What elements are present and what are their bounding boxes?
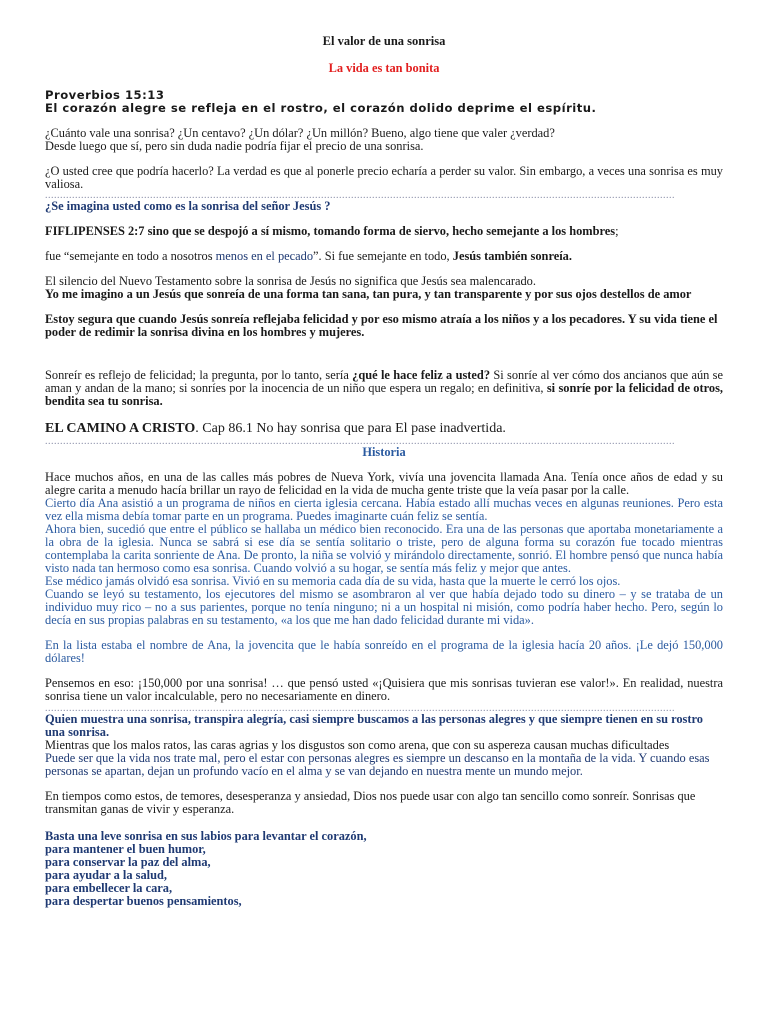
semejante-text-2: ”. Si fue semejante en todo, xyxy=(313,249,453,263)
sonreir-bendita: si sonríe por la felicidad de otros, bendita sea tu sonrisa. xyxy=(45,381,723,408)
paragraph-imagino: Yo me imagino a un Jesús que sonreía de una forma tan sana, tan pura, y tan transparente y por sus ojos destellos de amor xyxy=(45,287,692,301)
historia-paragraph-5: Cuando se leyó su testamento, los ejecutores del mismo se asombraron al ver que había dejado todo su dinero – y se trataba de un individuo muy rico – no a sus parientes, porque no tenía ninguno; ni a un hospital ni misión, como podría haber hecho. Pero, según lo decía en sus propias palabras en su testamento, «a los que me han dado felicidad durante mi vida». xyxy=(45,587,723,627)
question-heading: ¿Se imagina usted como es la sonrisa del señor Jesús ? xyxy=(45,199,331,213)
sonreir-question: ¿qué le hace feliz a usted? xyxy=(352,368,491,382)
sonreir-text-2: Si sonríe al ver cómo dos ancianos que aún se aman y andan de la mano; si sonríes por la inocencia de un niño que espera un regalo; en definitiva, xyxy=(45,368,723,395)
paragraph-quien-muestra: Quien muestra una sonrisa, transpira alegría, casi siempre buscamos a las personas alegres y que siempre tienen en su rostro una sonrisa. xyxy=(45,712,703,739)
paragraph-precio: ¿O usted cree que podría hacerlo? La verdad es que al ponerle precio echaría a perder su valor. Sin embargo, a veces una sonrisa es muy valiosa. xyxy=(45,164,723,191)
closing-line: para embellecer la cara, xyxy=(45,881,173,895)
paragraph-cuanto-vale-line2: Desde luego que sí, pero sin duda nadie podría fijar el precio de una sonrisa. xyxy=(45,139,424,153)
paragraph-puede-ser: Puede ser que la vida nos trate mal, pero el estar con personas alegres es siempre un descanso en la montaña de la vida. Y cuando esas personas se apartan, dejan un profundo vacío en el alma y se van dejando en nuestra mente un mundo mejor. xyxy=(45,751,710,778)
paragraph-estoy-segura: Estoy segura que cuando Jesús sonreía reflejaba felicidad y por eso mismo atraía a los niños y a los pecadores. Y su vida tiene el poder de redimir la sonrisa divina en los hombres y mujeres. xyxy=(45,312,718,339)
closing-line: para conservar la paz del alma, xyxy=(45,855,211,869)
paragraph-filipenses xyxy=(45,225,723,238)
paragraph-tiempos: En tiempos como estos, de temores, desesperanza y ansiedad, Dios nos puede usar con algo tan sencillo como sonreír. Sonrisas que transmitan ganas de vivir y esperanza. xyxy=(45,789,696,816)
verse-text: El corazón alegre se refleja en el rostro, el corazón dolido deprime el espíritu. xyxy=(45,101,597,115)
dotted-divider: .................................................................................................................................................................................................................. xyxy=(45,437,675,446)
semejante-highlight: menos en el pecado xyxy=(215,249,314,263)
historia-paragraph-3: Ahora bien, sucedió que entre el público se hallaba un médico bien reconocido. Era una de las personas que aportaba monetariamente a la obra de la iglesia. Nunca se sabrá si ese día se sentía solitario o triste, pero de alguna forma su corazón fue tocado mientras contemplaba la carita sonriente de Ana. De pronto, la niña se volvió y mirándolo directamente, sonrió. El hombre pensó que nunca había visto nada tan hermoso como esa sonrisa. Cuando volvió a su hogar, se sentía más feliz y mejor que antes. xyxy=(45,522,723,575)
semejante-text-1: fue “semejante en todo a nosotros xyxy=(45,249,216,263)
dotted-divider: .................................................................................................................................................................................................................. xyxy=(45,191,675,200)
camino-ref: . Cap 86.1 No hay sonrisa que para El pase inadvertida. xyxy=(195,421,506,436)
closing-line: para mantener el buen humor, xyxy=(45,842,206,856)
semejante-bold: Jesús también sonreía. xyxy=(452,249,572,263)
historia-paragraph-4: Ese médico jamás olvidó esa sonrisa. Vivió en su memoria cada día de su vida, hasta que la muerte le cerró los ojos. xyxy=(45,574,621,588)
verse-reference: Proverbios 15:13 xyxy=(45,88,165,102)
document-subtitle: La vida es tan bonita xyxy=(328,61,440,75)
dotted-divider: .................................................................................................................................................................................................................. xyxy=(45,704,675,713)
paragraph-semejante xyxy=(45,250,723,263)
paragraph-cuanto-vale-line1: ¿Cuánto vale una sonrisa? ¿Un centavo? ¿Un dólar? ¿Un millón? Bueno, algo tiene que valer ¿verdad? xyxy=(45,126,555,140)
paragraph-mientras: Mientras que los malos ratos, las caras agrias y los disgustos son como arena, que con su aspereza causan muchas dificultades xyxy=(45,738,670,752)
paragraph-camino xyxy=(45,422,723,435)
filipenses-text: FIFLIPENSES 2:7 sino que se despojó a sí mismo, tomando forma de siervo, hecho semejante a los hombres xyxy=(45,224,616,238)
sonreir-text-1: Sonreír es reflejo de felicidad; la pregunta, por lo tanto, sería xyxy=(45,368,353,382)
historia-paragraph-6: En la lista estaba el nombre de Ana, la jovencita que le había sonreído en el programa de la iglesia hacía 20 años. ¡Le dejó 150,000 dólares! xyxy=(45,638,723,665)
paragraph-sonreir xyxy=(45,369,723,408)
camino-title: EL CAMINO A CRISTO xyxy=(45,421,196,436)
filipenses-end: ; xyxy=(615,224,619,238)
closing-list xyxy=(45,830,723,908)
document-title: El valor de una sonrisa xyxy=(322,34,446,48)
closing-line: para ayudar a la salud, xyxy=(45,868,167,882)
closing-line: para despertar buenos pensamientos, xyxy=(45,894,242,908)
historia-paragraph-1: Hace muchos años, en una de las calles más pobres de Nueva York, vivía una jovencita llamada Ana. Tenía once años de edad y su alegre carita a menudo hacía brillar un rayo de felicidad en la vida de mucha gente triste que la veía pasar por la calle. xyxy=(45,470,723,497)
paragraph-pensemos: Pensemos en eso: ¡150,000 por una sonrisa! … que pensó usted «¡Quisiera que mis sonrisas tuvieran ese valor!». En realidad, nuestra sonrisa tiene un valor incalculable, pero no necesariamente en dinero. xyxy=(45,676,723,703)
historia-paragraph-2: Cierto día Ana asistió a un programa de niños en cierta iglesia cercana. Había estado allí muchas veces en algunas reuniones. Pero esta vez ella misma debía tomar parte en un programa. Puedes imaginarte cuán feliz se sentía. xyxy=(45,496,723,523)
historia-heading: Historia xyxy=(362,445,406,459)
closing-line: Basta una leve sonrisa en sus labios para levantar el corazón, xyxy=(45,829,367,843)
document-page xyxy=(45,35,723,908)
paragraph-silencio: El silencio del Nuevo Testamento sobre la sonrisa de Jesús no significa que Jesús sea malencarado. xyxy=(45,274,536,288)
